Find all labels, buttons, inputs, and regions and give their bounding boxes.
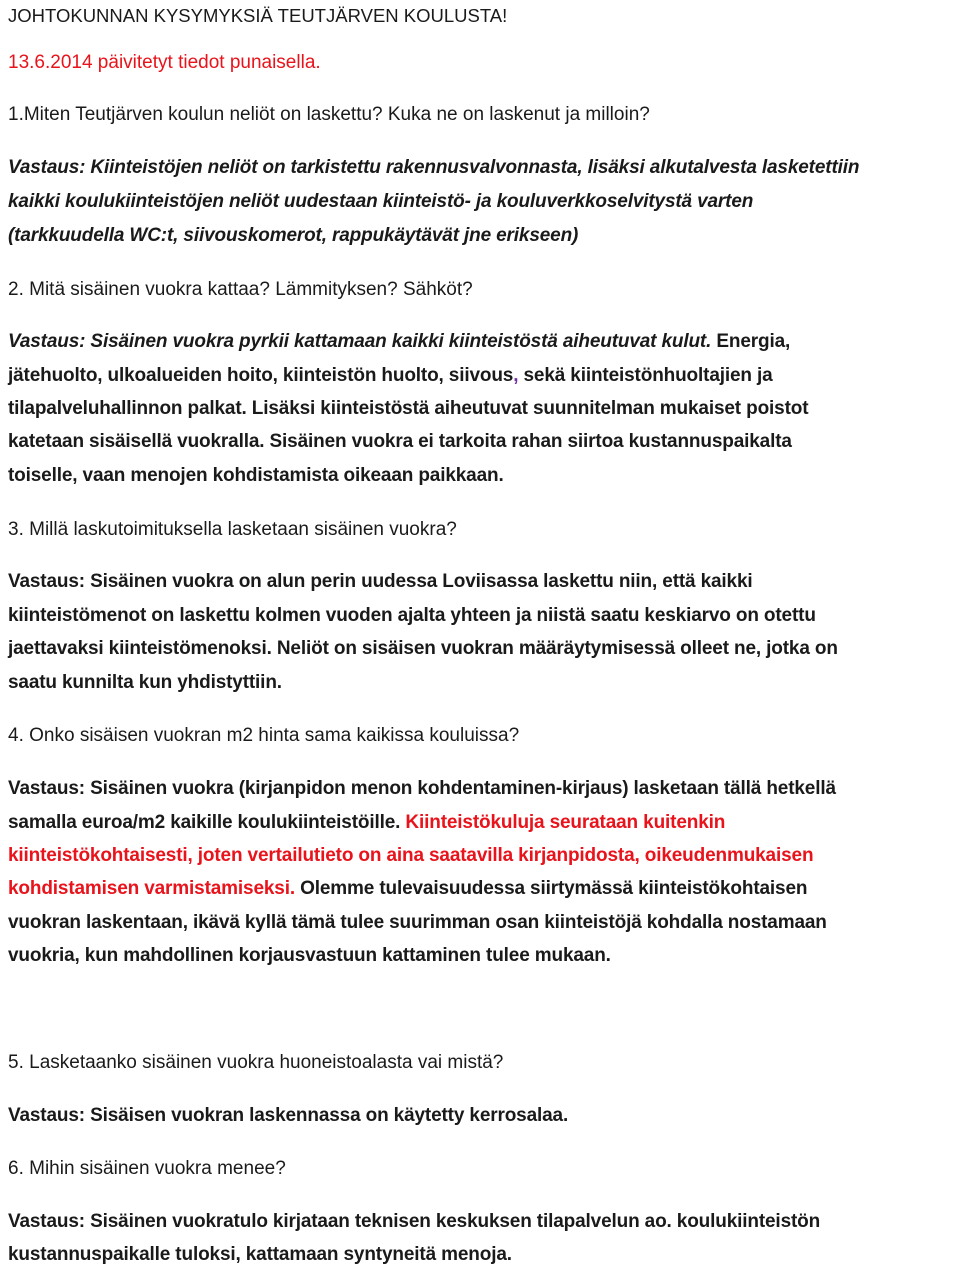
question-4: 4. Onko sisäisen vuokran m2 hinta sama kaikissa kouluissa? (8, 725, 520, 746)
answer-5: Vastaus: Sisäisen vuokran laskennassa on käytetty kerrosalaa. (8, 1105, 569, 1126)
answer-4-line-2-red: Kiinteistökuluja seurataan kuitenkin (400, 812, 726, 833)
question-3: 3. Millä laskutoimituksella lasketaan sisäinen vuokra? (8, 519, 457, 540)
answer-3-line-1: Vastaus: Sisäinen vuokra on alun perin uudessa Loviisassa laskettu niin, että kaikki (8, 571, 753, 592)
answer-3-line-3-part-a: jaettavaksi kiinteistömenoksi. (8, 638, 272, 659)
answer-4-line-2 (8, 811, 725, 835)
document-title: JOHTOKUNNAN KYSYMYKSIÄ TEUTJÄRVEN KOULUSTA! (8, 5, 508, 26)
answer-2-line-1 (8, 330, 790, 354)
answer-1-line-2: kaikki koulukiinteistöjen neliöt uudestaan kiinteistö- ja kouluverkkoselvitystä varten (8, 191, 754, 212)
answer-3-line-3-part-b: Neliöt on sisäisen vuokran määräytymisessä olleet ne, jotka on (271, 638, 838, 659)
answer-2-line-1-italic: Vastaus: Sisäinen vuokra pyrkii kattamaan kaikki kiinteistöstä aiheutuvat kulut. (8, 331, 712, 352)
question-6: 6. Mihin sisäinen vuokra menee? (8, 1158, 286, 1179)
answer-4-line-3: kiinteistökohtaisesti, joten vertailutieto on aina saatavilla kirjanpidosta, oikeudenmukaisen (8, 845, 814, 866)
answer-2-line-4-part-b: Sisäinen vuokra ei tarkoita rahan siirtoa kustannuspaikalta (264, 431, 792, 452)
answer-4-line-4 (8, 877, 807, 901)
answer-1-line-1: Vastaus: Kiinteistöjen neliöt on tarkistettu rakennusvalvonnasta, lisäksi alkutalvesta lasketettiin (8, 157, 860, 178)
answer-2-line-2-comma: , (513, 365, 519, 386)
answer-4-line-4-red: kohdistamisen varmistamiseksi. (8, 878, 295, 899)
answer-2-line-5: toiselle, vaan menojen kohdistamista oikeaan paikkaan. (8, 465, 504, 486)
answer-3-line-4: saatu kunnilta kun yhdistyttiin. (8, 672, 282, 693)
answer-2-line-1-rest: Energia, (711, 331, 791, 352)
update-note: 13.6.2014 päivitetyt tiedot punaisella. (8, 52, 321, 73)
question-1: 1.Miten Teutjärven koulun neliöt on laskettu? Kuka ne on laskenut ja milloin? (8, 104, 650, 125)
answer-3-line-3 (8, 637, 838, 661)
answer-4-line-1: Vastaus: Sisäinen vuokra (kirjanpidon menon kohdentaminen-kirjaus) lasketaan tällä hetkellä (8, 778, 836, 799)
answer-2-line-2 (8, 364, 773, 388)
answer-2-line-4-part-a: katetaan sisäisellä vuokralla. (8, 431, 265, 452)
answer-3-line-2: kiinteistömenot on laskettu kolmen vuoden ajalta yhteen ja niistä saatu keskiarvo on otettu (8, 605, 816, 626)
answer-4-line-5: vuokran laskentaan, ikävä kyllä tämä tulee suurimman osan kiinteistöjä kohdalla nostamaan (8, 912, 827, 933)
question-5: 5. Lasketaanko sisäinen vuokra huoneistoalasta vai mistä? (8, 1052, 504, 1073)
answer-2-line-3-part-a: tilapalveluhallinnon palkat. (8, 398, 247, 419)
answer-6-line-1: Vastaus: Sisäinen vuokratulo kirjataan teknisen keskuksen tilapalvelun ao. koulukiinteistön (8, 1211, 821, 1232)
answer-4-line-2-part-a: samalla euroa/m2 kaikille koulukiinteistöille. (8, 812, 401, 833)
answer-2-line-2-part-b: sekä kiinteistönhuoltajien ja (518, 365, 773, 386)
question-2: 2. Mitä sisäinen vuokra kattaa? Lämmityksen? Sähköt? (8, 279, 473, 300)
answer-2-line-3 (8, 397, 808, 421)
answer-2-line-3-part-b: Lisäksi kiinteistöstä aiheutuvat suunnitelman mukaiset poistot (246, 398, 809, 419)
answer-2-line-2-part-a: jätehuolto, ulkoalueiden hoito, kiinteistön huolto, siivous (8, 365, 514, 386)
answer-1-line-3: (tarkkuudella WC:t, siivouskomerot, rappukäytävät jne erikseen) (8, 225, 579, 246)
answer-2-line-4 (8, 430, 792, 454)
answer-6-line-2: kustannuspaikalle tuloksi, kattamaan syntyneitä menoja. (8, 1244, 512, 1265)
answer-4-line-4-part-b: Olemme tulevaisuudessa siirtymässä kiinteistökohtaisen (294, 878, 808, 899)
answer-4-line-6: vuokria, kun mahdollinen korjausvastuun kattaminen tulee mukaan. (8, 945, 611, 966)
